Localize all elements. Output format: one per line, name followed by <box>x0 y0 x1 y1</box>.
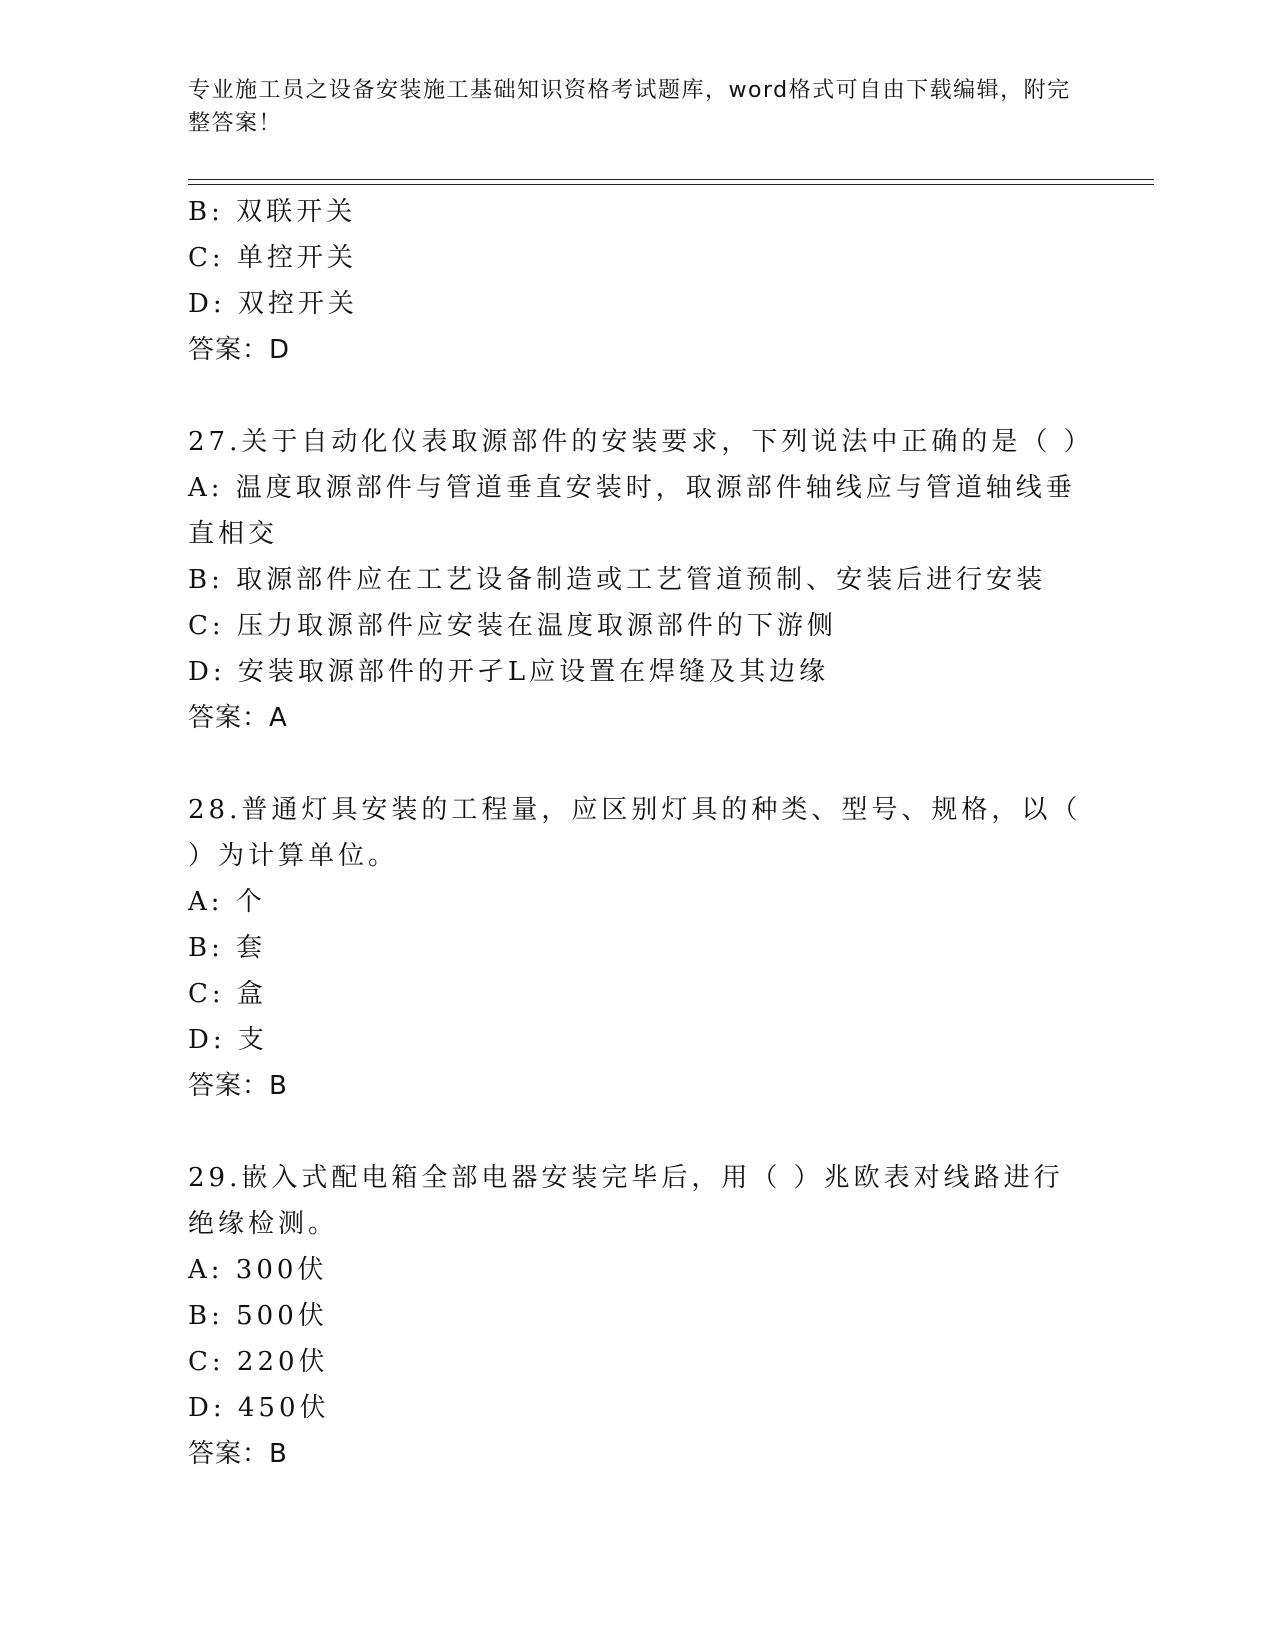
question-stem: 28.普通灯具安装的工程量，应区别灯具的种类、型号、规格，以（ ）为计算单位。 <box>188 795 1082 871</box>
option-c: C: 220伏 <box>188 1347 329 1377</box>
question-26-fragment <box>188 189 1088 373</box>
answer-line: 答案：B <box>188 1071 288 1101</box>
option-c: C: 盒 <box>188 979 267 1009</box>
option-b: B: 双联开关 <box>188 197 357 227</box>
question-28 <box>188 787 1088 1109</box>
option-b: B: 500伏 <box>188 1301 328 1331</box>
question-27 <box>188 419 1094 741</box>
document-header: 专业施工员之设备安装施工基础知识资格考试题库，word格式可自由下载编辑，附完整答案！ <box>188 78 1071 136</box>
option-d: D: 450伏 <box>188 1393 330 1423</box>
option-d: D: 双控开关 <box>188 289 358 319</box>
option-d: D: 支 <box>188 1025 268 1055</box>
option-a: A: 温度取源部件与管道垂直安装时，取源部件轴线应与管道轴线垂直相交 <box>188 473 1076 549</box>
option-a: A: 个 <box>188 887 266 917</box>
option-b: B: 套 <box>188 933 267 963</box>
answer-line: 答案：A <box>188 703 288 733</box>
question-stem: 29.嵌入式配电箱全部电器安装完毕后，用（ ）兆欧表对线路进行绝缘检测。 <box>188 1163 1064 1239</box>
option-c: C: 压力取源部件应安装在温度取源部件的下游侧 <box>188 611 837 641</box>
question-stem: 27.关于自动化仪表取源部件的安装要求，下列说法中正确的是（ ） <box>188 427 1094 457</box>
answer-line: 答案：B <box>188 1439 288 1469</box>
option-d: D: 安装取源部件的开孑L应设置在焊缝及其边缘 <box>188 657 830 687</box>
option-a: A: 300伏 <box>188 1255 328 1285</box>
option-b: B: 取源部件应在工艺设备制造或工艺管道预制、安装后进行安装 <box>188 565 1047 595</box>
option-c: C: 单控开关 <box>188 243 357 273</box>
header-divider-line-2 <box>188 184 1154 185</box>
question-content <box>188 189 1094 1477</box>
header-divider-line <box>188 179 1154 180</box>
question-29 <box>188 1155 1088 1477</box>
answer-line: 答案：D <box>188 335 291 365</box>
